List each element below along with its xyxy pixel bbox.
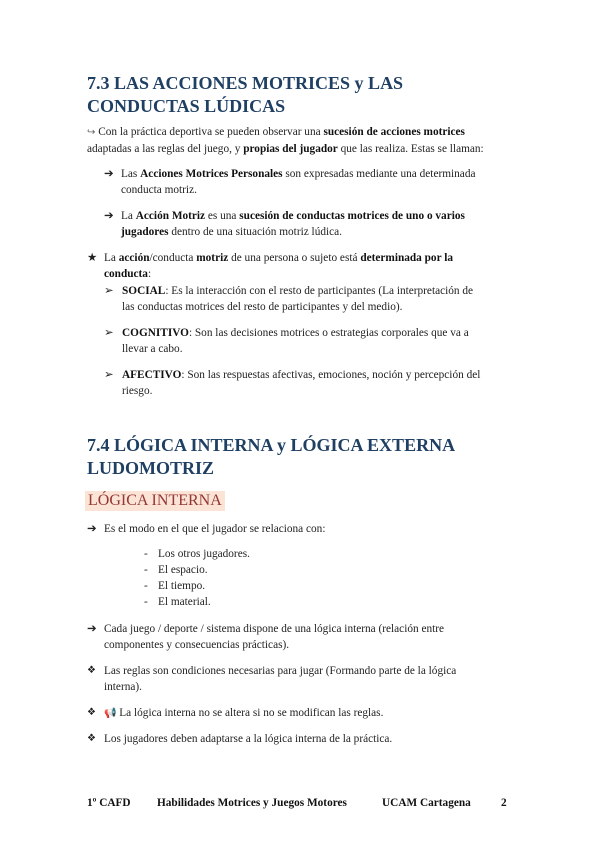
curved-arrow-icon: ↪ <box>87 127 96 138</box>
item-accion-motriz <box>121 208 531 240</box>
item-social <box>122 283 532 315</box>
section-title-7-4 <box>87 434 455 480</box>
text: Las reglas son condiciones necesarias para jugar (Formando parte de la lógica <box>104 665 457 677</box>
text: conducta motriz. <box>121 184 197 196</box>
text-bold: sucesión de conductas motrices de uno o varios <box>239 210 465 222</box>
triangle-arrow-icon: ➢ <box>104 369 114 381</box>
arrow-icon: ➔ <box>87 523 97 535</box>
text-bold: jugadores <box>121 226 169 238</box>
diamond-icon: ❖ <box>87 665 96 676</box>
star-paragraph <box>104 250 524 282</box>
text: llevar a cabo. <box>122 343 183 355</box>
text: adaptadas a las reglas del juego, y <box>87 143 244 155</box>
footer-course: 1º CAFD <box>87 797 131 809</box>
text: riesgo. <box>122 385 153 397</box>
text: componentes y consecuencias prácticas). <box>104 639 290 651</box>
dash-bullet: - <box>144 548 148 560</box>
item-afectivo <box>122 367 532 399</box>
reglas-paragraph <box>104 663 524 695</box>
footer-subject: Habilidades Motrices y Juegos Motores <box>157 797 347 809</box>
text: La <box>104 252 119 264</box>
page-number: 2 <box>501 797 507 809</box>
list-item: El material. <box>158 596 211 608</box>
text-bold: sucesión de acciones motrices <box>323 126 465 138</box>
text: La lógica interna no se altera si no se modifican las reglas. <box>119 707 384 719</box>
arrow-icon: ➔ <box>104 210 114 222</box>
text: es una <box>205 210 240 222</box>
star-icon: ★ <box>87 252 98 264</box>
relation-paragraph: Es el modo en el que el jugador se relaciona con: <box>104 523 326 535</box>
text-bold: AFECTIVO <box>122 369 182 381</box>
text: las conductas motrices del resto de participantes y del medio). <box>122 301 403 313</box>
text: La <box>121 210 136 222</box>
text-bold: Acción Motriz <box>135 210 206 222</box>
title-line: LUDOMOTRIZ <box>87 458 215 478</box>
list-item: Los otros jugadores. <box>158 548 250 560</box>
text: Cada juego / deporte / sistema dispone de una lógica interna (relación entre <box>104 623 445 635</box>
triangle-arrow-icon: ➢ <box>104 285 114 297</box>
text-bold: conducta <box>104 268 148 280</box>
list-item: El tiempo. <box>158 580 206 592</box>
text: : Es la interacción con el resto de participantes (La interpretación de <box>165 285 474 297</box>
footer-university: UCAM Cartagena <box>382 797 471 809</box>
text: que las realiza. Estas se llaman: <box>337 143 484 155</box>
diamond-icon: ❖ <box>87 707 96 718</box>
text-bold: COGNITIVO <box>122 327 189 339</box>
item-acciones-motrices <box>121 166 531 198</box>
title-line: CONDUCTAS LÚDICAS <box>87 96 286 116</box>
arrow-icon: ➔ <box>104 168 114 180</box>
text: : <box>147 268 152 280</box>
arrow-icon: ➔ <box>87 623 97 635</box>
dash-bullet: - <box>144 580 148 592</box>
text: interna). <box>104 681 142 693</box>
subtitle-logica-interna: LÓGICA INTERNA <box>85 491 225 511</box>
text: : Son las respuestas afectivas, emociones, noción y percepción del <box>181 369 481 381</box>
intro-paragraph <box>87 124 527 157</box>
title-line: 7.3 LAS ACCIONES MOTRICES y LAS <box>87 73 404 93</box>
logica-paragraph <box>104 621 524 653</box>
no-altera-paragraph <box>104 705 383 722</box>
text: de una persona o sujeto está <box>228 252 361 264</box>
text-bold: acción <box>118 252 150 264</box>
text-bold: propias del jugador <box>243 143 338 155</box>
dash-bullet: - <box>144 596 148 608</box>
text-bold: Acciones Motrices Personales <box>140 168 283 180</box>
list-item: El espacio. <box>158 564 208 576</box>
diamond-icon: ❖ <box>87 733 96 744</box>
text: Las <box>121 168 141 180</box>
item-cognitivo <box>122 325 532 357</box>
text: Con la práctica deportiva se pueden observar una <box>98 126 324 138</box>
text-bold: determinada por la <box>360 252 454 264</box>
text-bold: motriz <box>196 252 229 264</box>
megaphone-icon: 📢 <box>104 708 117 719</box>
text-bold: SOCIAL <box>122 285 166 297</box>
text: /conducta <box>149 252 197 264</box>
text: dentro de una situación motriz lúdica. <box>168 226 342 238</box>
text: : Son las decisiones motrices o estrategias corporales que va a <box>188 327 469 339</box>
adaptarse-paragraph: Los jugadores deben adaptarse a la lógica interna de la práctica. <box>104 733 393 745</box>
dash-bullet: - <box>144 564 148 576</box>
text: son expresadas mediante una determinada <box>282 168 476 180</box>
section-title-7-3 <box>87 72 403 118</box>
title-line: 7.4 LÓGICA INTERNA y LÓGICA EXTERNA <box>87 435 456 455</box>
triangle-arrow-icon: ➢ <box>104 327 114 339</box>
